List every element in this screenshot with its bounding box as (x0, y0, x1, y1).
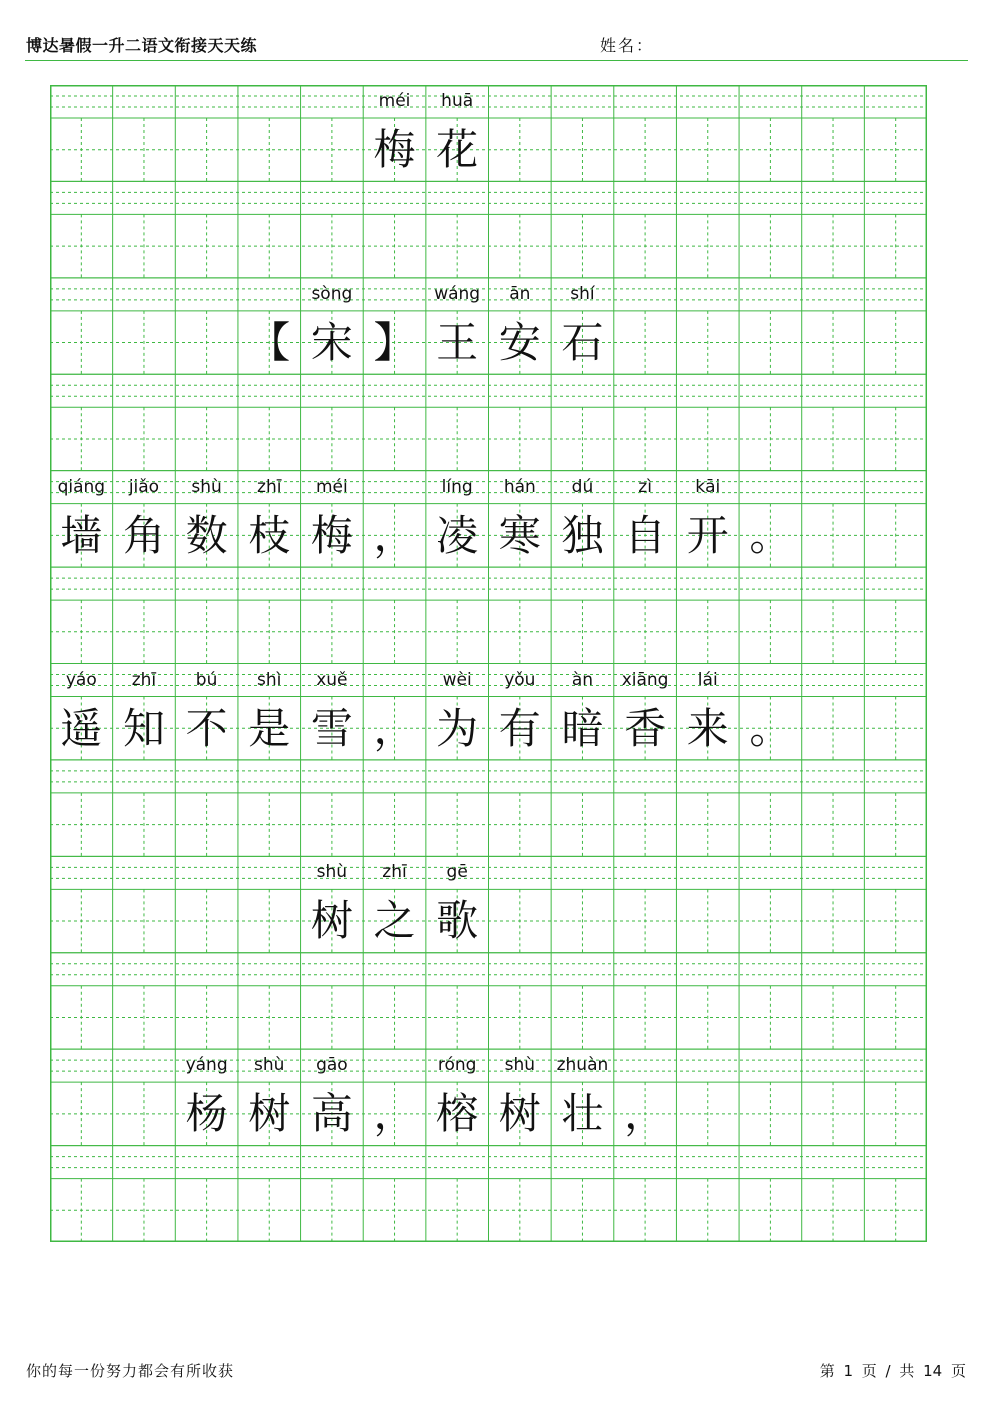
grid-cell (238, 471, 301, 567)
grid-cell (175, 471, 238, 567)
grid-cell (301, 471, 364, 567)
pinyin: shù (191, 476, 222, 497)
grid-cell (489, 278, 552, 374)
grid-row (50, 181, 927, 277)
pinyin: sòng (311, 283, 353, 304)
grid-cell (489, 1049, 552, 1145)
hanzi-character: 树 (248, 1089, 291, 1139)
grid-cell (426, 85, 489, 181)
grid-cell (363, 856, 426, 952)
grid-row (50, 856, 927, 952)
pinyin: líng (441, 476, 473, 497)
hanzi-character: 墙 (60, 510, 103, 560)
grid-cell (426, 856, 489, 952)
grid-cell (739, 471, 802, 567)
pinyin: ān (509, 283, 531, 304)
grid-cell (426, 664, 489, 760)
hanzi-character: 】 (373, 317, 416, 367)
hanzi-character: 自 (624, 510, 667, 560)
pinyin: shì (257, 669, 282, 690)
grid-row (50, 953, 927, 1049)
hanzi-character: 宋 (310, 317, 353, 367)
hanzi-character: ， (373, 510, 416, 560)
writing-grid (50, 85, 927, 1242)
grid-cell (113, 664, 176, 760)
hanzi-character: 【 (248, 317, 291, 367)
pinyin: méi (378, 91, 411, 111)
grid-cell (363, 85, 426, 181)
grid-cell (551, 471, 614, 567)
hanzi-character: 杨 (185, 1089, 228, 1139)
hanzi-character: 知 (122, 703, 165, 753)
pinyin: zhī (131, 669, 157, 690)
pinyin: shù (316, 862, 348, 883)
hanzi-character: 开 (686, 510, 729, 560)
hanzi-character: ， (373, 703, 416, 753)
pinyin: zì (638, 476, 652, 497)
pinyin: yáo (65, 669, 97, 690)
pinyin: gē (446, 862, 468, 883)
pinyin: yáng (185, 1055, 228, 1076)
pinyin: hán (503, 476, 536, 497)
grid-cell (301, 278, 364, 374)
hanzi-character: 王 (436, 317, 479, 367)
hanzi-character: 树 (498, 1089, 541, 1139)
pinyin: wèi (442, 669, 472, 690)
grid-cell (113, 471, 176, 567)
grid-cell (50, 664, 113, 760)
hanzi-character: 榕 (436, 1089, 479, 1139)
grid-row (50, 760, 927, 856)
worksheet-title: 博达暑假一升二语文衔接天天练 (26, 36, 258, 55)
grid-cell (426, 278, 489, 374)
hanzi-character: ， (624, 1089, 667, 1139)
grid-cell (301, 664, 364, 760)
grid-cell (175, 1049, 238, 1145)
grid-cell (363, 278, 426, 374)
pinyin: shù (254, 1055, 285, 1076)
grid-cell (489, 664, 552, 760)
pinyin: róng (437, 1055, 477, 1076)
footer-motto: 你的每一份努力都会有所收获 (26, 1362, 235, 1380)
hanzi-character: 为 (436, 703, 479, 753)
pinyin: dú (571, 476, 594, 497)
hanzi-character: 暗 (561, 703, 604, 753)
hanzi-character: 独 (561, 510, 604, 560)
grid-cell (676, 664, 739, 760)
pinyin: àn (571, 669, 594, 690)
pinyin: lái (697, 669, 718, 690)
grid-cell (50, 471, 113, 567)
grid-cell (363, 664, 426, 760)
hanzi-character: 凌 (436, 510, 479, 560)
hanzi-character: 有 (498, 703, 541, 753)
pinyin: xiāng (621, 669, 669, 690)
grid-row (50, 1049, 927, 1145)
grid-row (50, 567, 927, 663)
grid-cell (426, 471, 489, 567)
pinyin: wáng (434, 283, 481, 304)
grid-row (50, 374, 927, 470)
grid-cell (739, 664, 802, 760)
hanzi-character: 。 (749, 510, 792, 560)
grid-cell (175, 664, 238, 760)
hanzi-character: 是 (248, 703, 291, 753)
hanzi-character: 数 (185, 510, 228, 560)
pinyin: zhī (257, 476, 282, 497)
hanzi-character: 枝 (248, 510, 291, 560)
hanzi-character: 遥 (60, 703, 103, 753)
grid-cell (238, 278, 301, 374)
hanzi-character: 之 (373, 896, 416, 946)
grid-cell (614, 471, 677, 567)
pinyin: bú (195, 669, 218, 690)
hanzi-character: 梅 (310, 510, 353, 560)
page-indicator: 第 1 页 / 共 14 页 (819, 1362, 966, 1380)
hanzi-character: 角 (122, 510, 165, 560)
pinyin: zhuàn (556, 1055, 609, 1076)
pinyin: gāo (316, 1055, 348, 1076)
grid-cell (363, 471, 426, 567)
hanzi-character: 石 (561, 317, 604, 367)
grid-row (50, 1146, 927, 1242)
grid-cell (614, 664, 677, 760)
hanzi-character: 安 (498, 317, 541, 367)
hanzi-character: 梅 (373, 125, 416, 174)
grid-row (50, 278, 927, 374)
pinyin: huā (441, 91, 474, 111)
grid-cell (426, 1049, 489, 1145)
pinyin: kāi (695, 476, 721, 497)
grid-cell (363, 1049, 426, 1145)
hanzi-character: 不 (185, 703, 228, 753)
hanzi-character: 树 (310, 896, 353, 946)
grid-cell (489, 471, 552, 567)
pinyin: méi (316, 476, 348, 497)
hanzi-character: 来 (686, 703, 729, 753)
grid-cell (551, 278, 614, 374)
hanzi-character: 寒 (498, 510, 541, 560)
grid-cell (676, 471, 739, 567)
pinyin: shù (504, 1055, 536, 1076)
grid-row (50, 471, 927, 567)
grid-row (50, 664, 927, 760)
hanzi-character: ， (373, 1089, 416, 1139)
grid-cell (301, 1049, 364, 1145)
pinyin: jiǎo (128, 476, 160, 497)
hanzi-character: 壮 (561, 1089, 604, 1139)
grid-cell (238, 664, 301, 760)
hanzi-character: 花 (436, 125, 479, 174)
pinyin: xuě (316, 669, 348, 690)
hanzi-character: 歌 (436, 896, 479, 946)
grid-cell (551, 664, 614, 760)
pinyin: shí (570, 283, 595, 304)
pinyin: yǒu (504, 669, 536, 690)
hanzi-character: 高 (310, 1089, 353, 1139)
name-label: 姓名： (600, 36, 655, 55)
pinyin: zhī (382, 862, 407, 883)
header-divider (25, 60, 968, 61)
grid-row (50, 85, 927, 181)
grid-cell (301, 856, 364, 952)
pinyin: qiáng (57, 476, 106, 497)
grid-cell (614, 1049, 677, 1145)
grid-cell (238, 1049, 301, 1145)
hanzi-character: 香 (624, 703, 667, 753)
hanzi-character: 。 (749, 703, 792, 753)
hanzi-character: 雪 (310, 703, 353, 753)
grid-cell (551, 1049, 614, 1145)
